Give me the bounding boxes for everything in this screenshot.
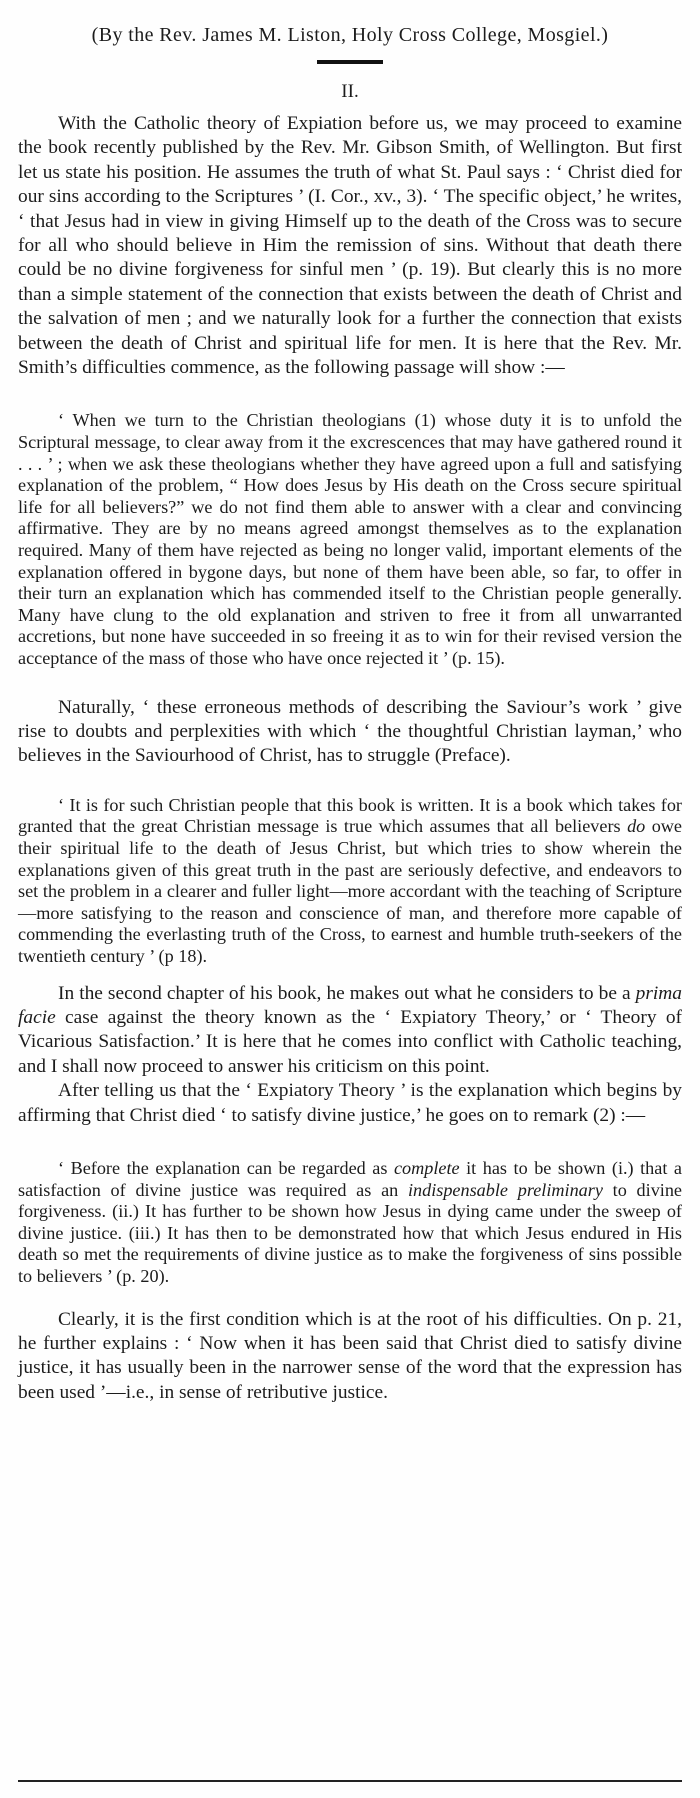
- block-quote-1: ‘ When we turn to the Christian theologians (1) whose duty it is to unfold the Scriptural message, to clear away from it the excrescences that may have gathered round it . . . ’ ; when we ask these theologians whether they have agreed upon a full and satisfying explanation of the problem, “ How does Jesus by His death on the Cross secure spiritual life for all believers?” we do not find them able to answer with a clear and convincing affirmative. They are by no means agreed amongst themselves as to the explanation required. Many of them have rejected as being no longer valid, important elements of the explanation offered in bygone days, but none of them have been able, so far, to offer in their turn an explanation which has commended itself to the Christian people generally. Many have clung to the old explanation and striven to free it from all unwarranted accretions, but none have succeeded in so freeing it as to win for their revised version the acceptance of the mass of those who have once rejected it ’ (p. 15).: [18, 410, 682, 668]
- section-number: II.: [341, 81, 359, 102]
- para-3-text-a: In the second chapter of his book, he makes out what he considers to be a: [58, 982, 636, 1004]
- quote-3-text-c: to divine forgiveness. (ii.) It has further to be shown how Jesus in dying came under the sweep of divine justice. (iii.) It has then to be demonstrated how that which Jesus endured in His death so met the requirements of divine justice as to make the forgiveness of sins possible to believers ’ (p. 20).: [18, 1179, 683, 1286]
- document-page: [18, 10, 682, 1790]
- body-paragraph-5: Clearly, it is the first condition which is at the root of his difficulties. On p. 21, he further explains : ‘ Now when it has been said that Christ died to satisfy divine justice, it has usually been in the narrower sense of the word that the expression has been used ’—i.e., in sense of retributive justice.: [18, 1308, 682, 1403]
- quote-3-emphasis-2: indispensable preliminary: [407, 1179, 603, 1200]
- para-3-emphasis: prima facie: [18, 982, 682, 1028]
- quote-2-text-b: owe their spiritual life to the death of Jesus Christ, but which tries to show wherein the explanations given of this great truth in the past are seriously defective, and endeavors to set the problem in a clearer and fuller light—more accordant with the teaching of Scripture—more satisfying to the reason and conscience of man, and therefore more capable of commending the everlasting truth of the Cross, to earnest and humble truth-seekers of the twentieth century ’ (p 18).: [18, 816, 682, 966]
- body-paragraph-1: With the Catholic theory of Expiation before us, we may proceed to examine the book recently published by the Rev. Mr. Gibson Smith, of Wellington. But first let us state his position. He assumes the truth of what St. Paul says : ‘ Christ died for our sins according to the Scriptures ’ (I. Cor., xv., 3). ‘ The specific object,’ he writes, ‘ that Jesus had in view in giving Himself up to the death of the Cross was to secure for all who should believe in Him the remission of sins. Without that death there could be no divine forgiveness for sinful men ’ (p. 19). But clearly this is no more than a simple statement of the connection that exists between the death of Christ and the salvation of men ; and we naturally look for a further the connection that exists between the death of Christ and spiritual life for men. It is here that the Rev. Mr. Smith’s difficulties commence, as the following passage will show :—: [18, 113, 682, 379]
- quote-3-text-a: ‘ Before the explanation can be regarded as: [58, 1158, 394, 1178]
- quote-3-emphasis-1: complete: [393, 1158, 460, 1178]
- body-paragraph-3: [18, 982, 682, 1080]
- body-paragraph-4: After telling us that the ‘ Expiatory Theory ’ is the explanation which begins by affirming that Christ died ‘ to satisfy divine justice,’ he goes on to remark (2) :—: [18, 1080, 682, 1126]
- para-3-text-b: case against the theory known as the ‘ Expiatory Theory,’ or ‘ Theory of Vicarious Satisfaction.’ It is here that he comes into conflict with Catholic teaching, and I shall now proceed to answer his criticism on this point.: [18, 1006, 682, 1077]
- page-bottom-rule: [18, 1780, 682, 1782]
- block-quote-3: [18, 1158, 682, 1288]
- body-paragraph-2: Naturally, ‘ these erroneous methods of describing the Saviour’s work ’ give rise to doubts and perplexities with which ‘ the thoughtful Christian layman,’ who believes in the Saviourhood of Christ, has to struggle (Preface).: [18, 696, 682, 767]
- block-quote-2: [18, 795, 682, 968]
- quote-2-emphasis: do: [627, 816, 646, 837]
- title-rule: [317, 60, 383, 64]
- author-byline: (By the Rev. James M. Liston, Holy Cross College, Mosgiel.): [91, 24, 609, 46]
- quote-3-text-b: it has to be shown (i.) that a satisfaction of divine justice was required as an: [18, 1158, 682, 1200]
- quote-2-text-a: ‘ It is for such Christian people that this book is written. It is a book which takes for granted that the great Christian message is true which assumes that all believers: [18, 794, 682, 837]
